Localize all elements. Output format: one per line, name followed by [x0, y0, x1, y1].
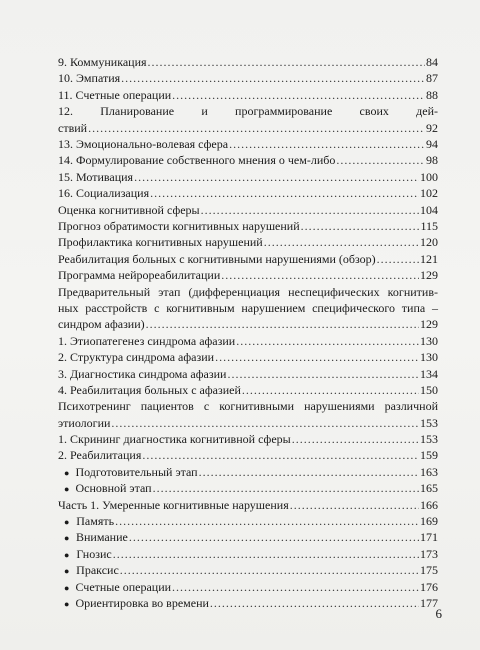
toc-entry-title: Праксис [76, 563, 119, 578]
dot-leader [111, 415, 419, 431]
toc-entry-page: 115 [420, 218, 438, 233]
dot-leader [121, 70, 425, 86]
dot-leader [146, 316, 419, 332]
toc-entry-title: 3. Диагностика синдрома афазии [58, 366, 227, 381]
toc-entry-line: Психотренинг пациентов с когнитивными нарушениями различной [58, 399, 438, 414]
dot-leader [142, 447, 419, 463]
toc-subentry [58, 480, 438, 496]
toc-entry-page: 84 [426, 55, 438, 69]
toc-subentry [58, 595, 438, 611]
toc-entry [58, 366, 438, 382]
toc-entry [58, 136, 438, 152]
dot-leader [215, 349, 419, 365]
toc-entry-line: 12. Планирование и программирование своих дей- [58, 104, 438, 119]
dot-leader [210, 595, 419, 611]
toc-subentry [58, 513, 438, 529]
toc-entry-page: 94 [426, 136, 438, 151]
dot-leader [292, 431, 419, 447]
toc-entry-title: Часть 1. Умеренные когнитивные нарушения [58, 497, 289, 512]
toc-entry [58, 70, 438, 86]
dot-leader [336, 152, 425, 168]
toc-subentry [58, 562, 438, 578]
toc-entry-title: Программа нейрореабилитации [58, 268, 221, 283]
toc-entry-line: Предварительный этап (дифференциация неспецифических когнитив- [58, 284, 438, 299]
toc-entry [58, 169, 438, 185]
toc-entry-page: 121 [420, 251, 438, 266]
toc-entry-page: 169 [420, 514, 438, 529]
toc-entry-line: ных расстройств с когнитивным нарушением специфического типа – [58, 300, 438, 315]
toc-entry-page: 176 [420, 579, 438, 594]
toc-entry-title: 16. Социализация [58, 186, 150, 201]
dot-leader [115, 513, 419, 529]
toc-entry [58, 267, 438, 283]
toc-entry [58, 87, 438, 103]
dot-leader [134, 169, 419, 185]
toc-entry [58, 202, 438, 218]
dot-leader [290, 497, 419, 513]
toc-entry [58, 103, 438, 136]
toc-entry-page: 129 [420, 268, 438, 283]
toc-entry-title: Профилактика когнитивных нарушений [58, 235, 263, 250]
toc-entry-title: 13. Эмоционально-волевая сфера [58, 136, 229, 151]
bullet-icon: ● [64, 566, 70, 577]
dot-leader [229, 136, 425, 152]
bullet-icon: ● [64, 517, 70, 528]
toc-entry-title: Реабилитация больных с когнитивными нарушениями (обзор) [58, 251, 376, 266]
toc-subentry [58, 529, 438, 545]
bullet-icon: ● [64, 467, 70, 478]
toc-entry-page: 102 [420, 186, 438, 201]
dot-leader [221, 267, 419, 283]
toc-entry-title: Подготовительный этап [75, 464, 198, 479]
bullet-icon: ● [64, 549, 70, 560]
toc-entry-page: 150 [420, 382, 438, 397]
toc-entry-page: 153 [420, 415, 438, 430]
bullet-icon: ● [64, 582, 70, 593]
page-number: 6 [435, 606, 442, 621]
toc-entry-page: 87 [426, 71, 438, 86]
toc-entry-page: 134 [420, 366, 438, 381]
toc-entry-line: синдром афазии) [58, 317, 145, 332]
dot-leader [129, 529, 419, 545]
toc-entry-title: 9. Коммуникация [58, 55, 147, 69]
dot-leader [120, 562, 419, 578]
toc-entry [58, 218, 438, 234]
bullet-icon: ● [64, 599, 70, 609]
table-of-contents [58, 54, 438, 611]
dot-leader [148, 54, 425, 70]
toc-subentry [58, 546, 438, 562]
toc-entry-title: Память [76, 514, 115, 529]
dot-leader [88, 120, 425, 136]
toc-entry [58, 152, 438, 168]
toc-entry-page: 165 [420, 481, 438, 496]
toc-entry-page: 173 [420, 546, 438, 561]
toc-entry-page: 98 [426, 153, 438, 168]
toc-entry-line: этиологии [58, 415, 111, 430]
dot-leader [227, 366, 419, 382]
toc-entry-title: 1. Этиопатегенез синдрома афазии [58, 333, 236, 348]
toc-entry-title: 2. Структура синдрома афазии [58, 350, 215, 365]
toc-entry-page: 159 [420, 448, 438, 463]
toc-entry-page: 153 [420, 432, 438, 447]
dot-leader [153, 480, 419, 496]
dot-leader [201, 202, 419, 218]
toc-entry-title: Прогноз обратимости когнитивных нарушений [58, 218, 300, 233]
toc-entry [58, 54, 438, 70]
toc-entry [58, 447, 438, 463]
toc-entry-page: 171 [420, 530, 438, 545]
toc-entry-title: 14. Формулирование собственного мнения о чем-либо [58, 153, 336, 168]
toc-entry-page: 88 [426, 87, 438, 102]
dot-leader [236, 333, 419, 349]
dot-leader [242, 382, 419, 398]
toc-entry-line: ствий [58, 120, 88, 135]
dot-leader [377, 251, 419, 267]
toc-entry-title: 1. Скрининг диагностика когнитивной сферы [58, 432, 291, 447]
dot-leader [172, 579, 419, 595]
toc-entry-page: 129 [420, 317, 438, 332]
toc-entry-page: 130 [420, 350, 438, 365]
toc-entry [58, 234, 438, 250]
toc-entry-page: 100 [420, 169, 438, 184]
toc-entry [58, 185, 438, 201]
toc-entry [58, 382, 438, 398]
dot-leader [150, 185, 419, 201]
toc-entry [58, 333, 438, 349]
toc-entry-title: 11. Счетные операции [58, 87, 172, 102]
toc-entry-page: 92 [426, 120, 438, 135]
toc-entry-title: 15. Мотивация [58, 169, 134, 184]
bullet-icon: ● [64, 533, 70, 544]
toc-entry-title: Гнозис [76, 546, 112, 561]
toc-entry [58, 284, 438, 333]
toc-entry [58, 497, 438, 513]
toc-entry-page: 177 [420, 596, 438, 610]
dot-leader [172, 87, 425, 103]
toc-entry-title: Ориентировка во времени [75, 596, 209, 610]
dot-leader [199, 464, 419, 480]
toc-entry-title: Оценка когнитивной сферы [58, 202, 200, 217]
dot-leader [113, 546, 419, 562]
toc-entry-title: 4. Реабилитация больных с афазией [58, 382, 241, 397]
toc-entry [58, 431, 438, 447]
dot-leader [264, 234, 419, 250]
toc-entry-page: 120 [420, 235, 438, 250]
toc-entry-title: Внимание [75, 530, 128, 545]
bullet-icon: ● [64, 484, 70, 495]
toc-subentry [58, 579, 438, 595]
toc-entry-page: 104 [420, 202, 438, 217]
toc-subentry [58, 464, 438, 480]
dot-leader [301, 218, 420, 234]
toc-entry-page: 163 [420, 464, 438, 479]
toc-entry [58, 251, 438, 267]
toc-entry-title: Счетные операции [75, 579, 172, 594]
toc-entry [58, 398, 438, 431]
toc-entry-title: 10. Эмпатия [58, 71, 121, 86]
toc-entry-title: Основной этап [75, 481, 152, 496]
toc-entry-title: 2. Реабилитация [58, 448, 142, 463]
toc-entry-page: 175 [420, 563, 438, 578]
toc-entry [58, 349, 438, 365]
toc-entry-page: 166 [420, 497, 438, 512]
toc-entry-page: 130 [420, 333, 438, 348]
